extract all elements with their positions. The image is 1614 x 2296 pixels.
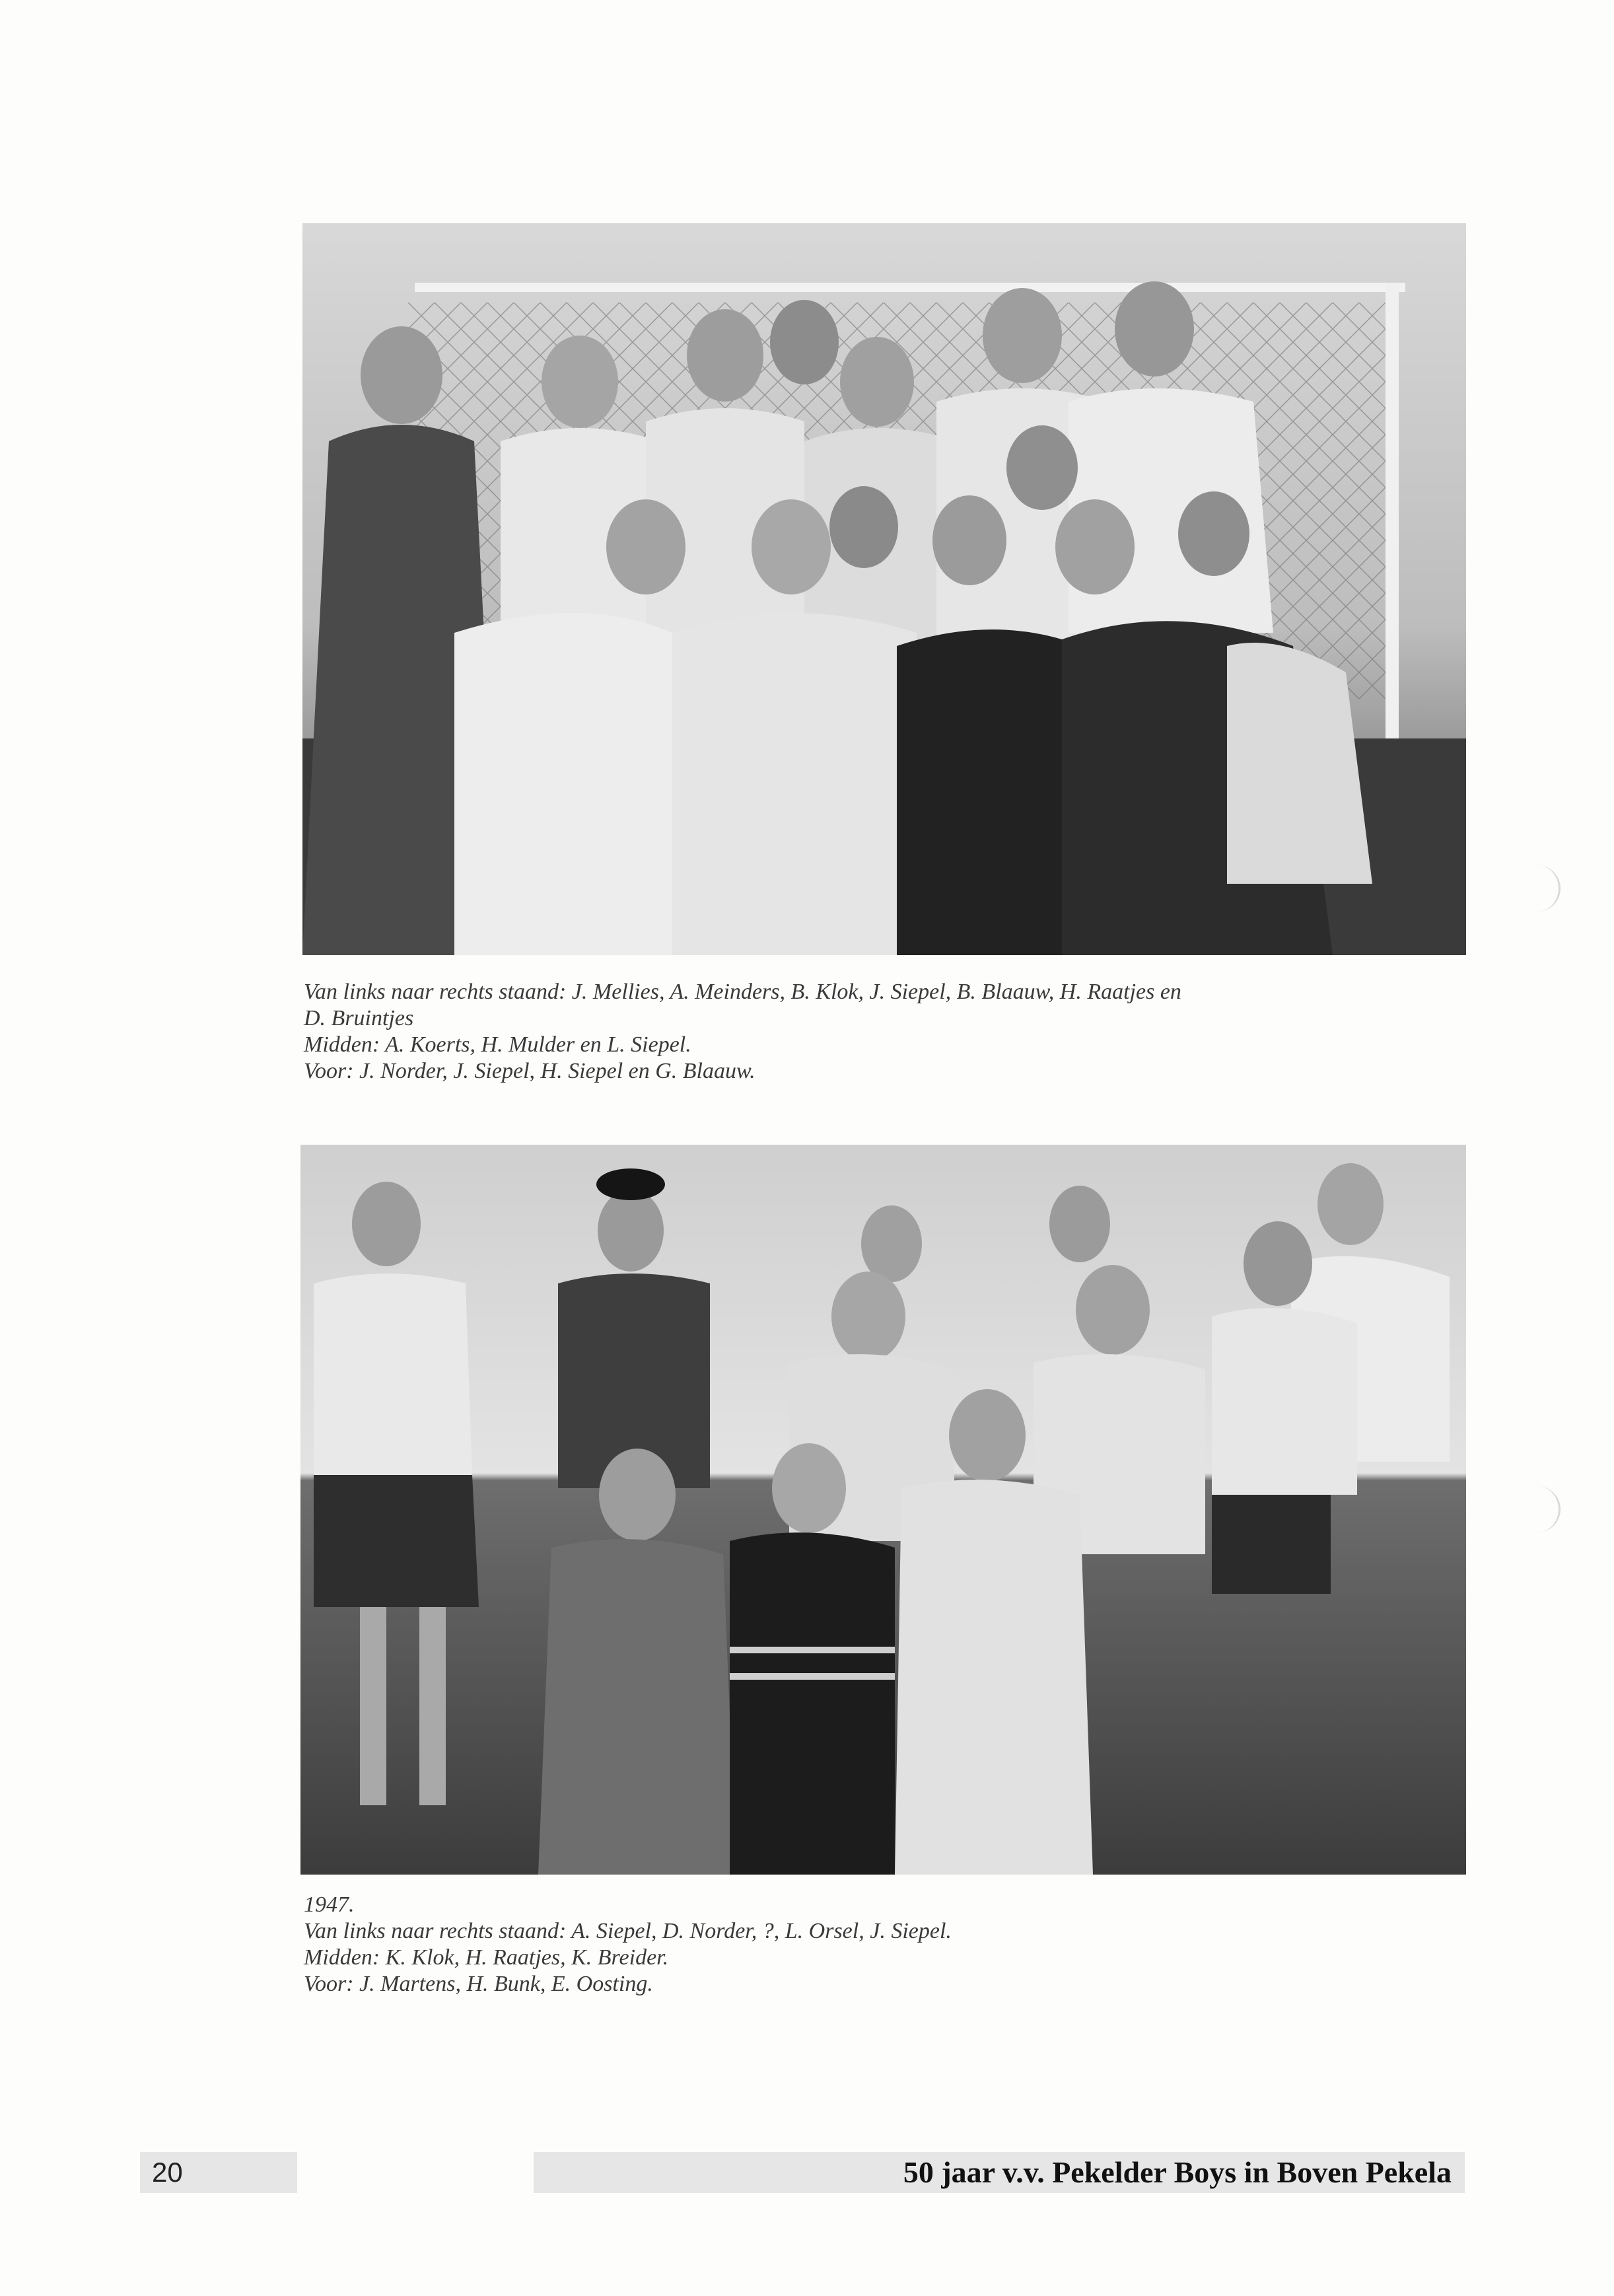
caption-line: Midden: K. Klok, H. Raatjes, K. Breider. bbox=[304, 1945, 669, 1970]
caption-line: Midden: A. Koerts, H. Mulder en L. Siepel. bbox=[304, 1032, 691, 1057]
running-title: 50 jaar v.v. Pekelder Boys in Boven Pekela bbox=[903, 2155, 1452, 2189]
caption-line: D. Bruintjes bbox=[304, 1006, 414, 1030]
punch-hole-mark bbox=[1519, 1486, 1561, 1532]
caption-line: Van links naar rechts staand: A. Siepel, D. Norder, ?, L. Orsel, J. Siepel. bbox=[304, 1919, 952, 1943]
caption-line: Van links naar rechts staand: J. Mellies, A. Meinders, B. Klok, J. Siepel, B. Blaauw, H. Raatjes en bbox=[304, 980, 1181, 1004]
page-number: 20 bbox=[152, 2157, 183, 2188]
punch-hole-mark bbox=[1519, 865, 1561, 912]
team-photo-goal bbox=[302, 223, 1466, 955]
team-photo-goal-image bbox=[302, 223, 1466, 955]
photo-caption-1 bbox=[304, 979, 1181, 1085]
caption-line: Voor: J. Martens, H. Bunk, E. Oosting. bbox=[304, 1972, 653, 1996]
caption-line: 1947. bbox=[304, 1892, 355, 1917]
team-photo-1947 bbox=[300, 1145, 1466, 1875]
caption-line: Voor: J. Norder, J. Siepel, H. Siepel en G. Blaauw. bbox=[304, 1059, 755, 1083]
team-photo-1947-image bbox=[300, 1145, 1466, 1875]
photo-caption-2 bbox=[304, 1892, 952, 1997]
